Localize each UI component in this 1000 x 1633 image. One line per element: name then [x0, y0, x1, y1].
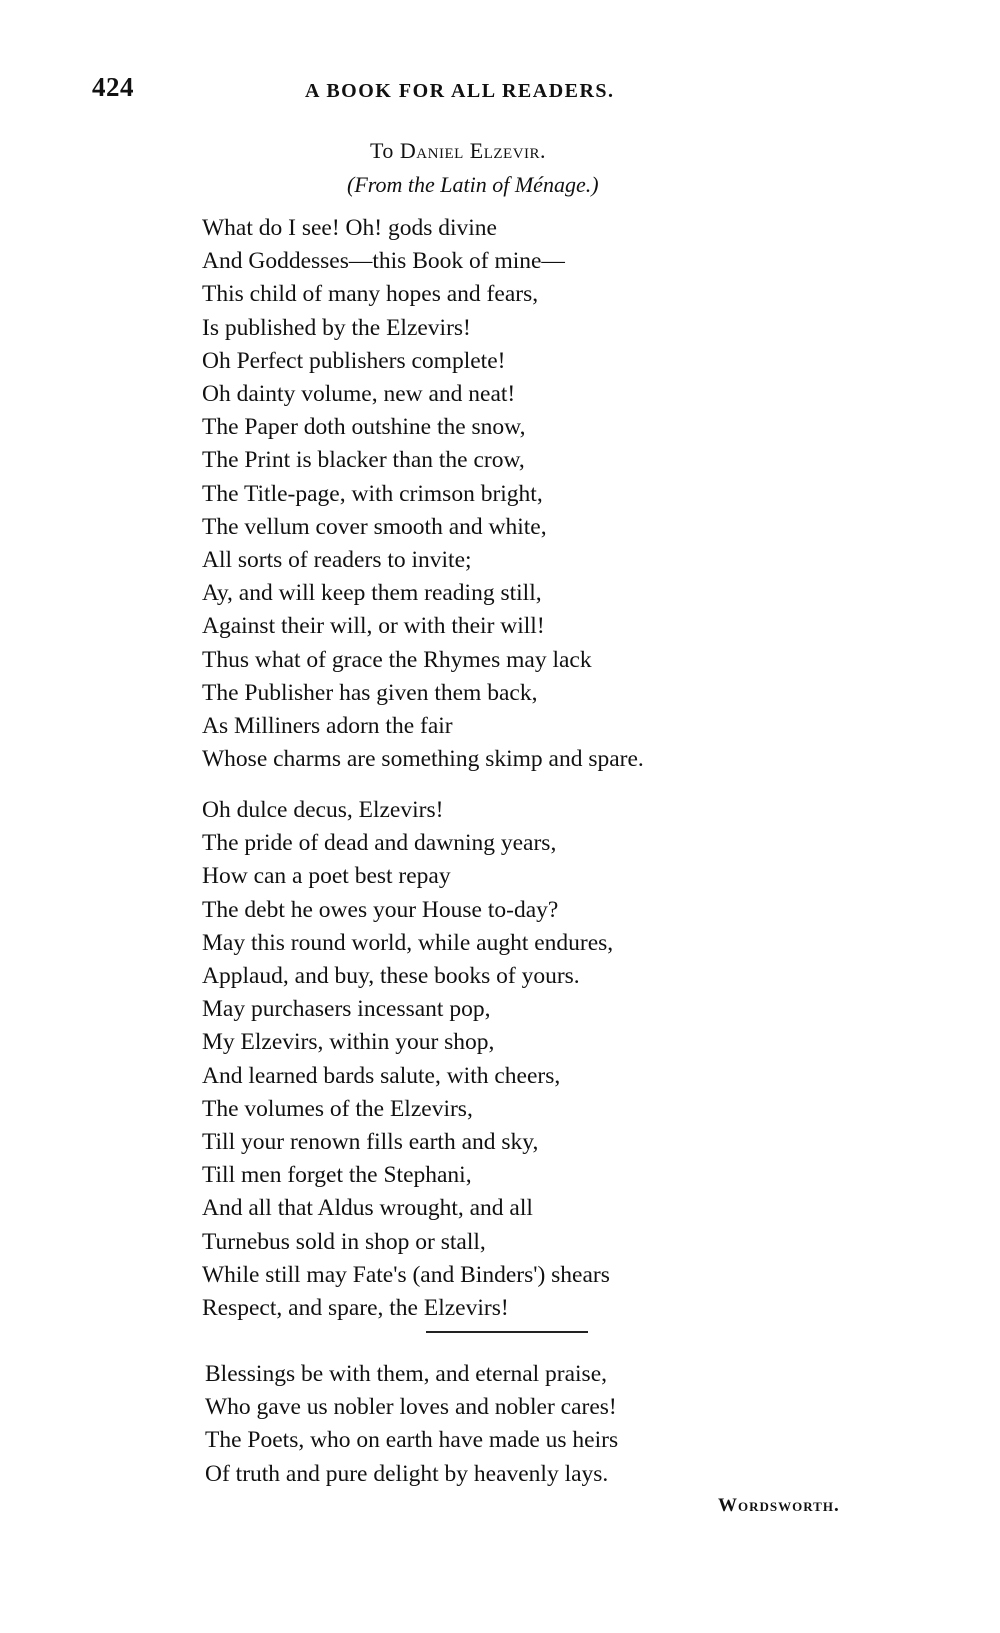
poem-line: Till your renown fills earth and sky, [202, 1129, 539, 1156]
epigraph-line: Blessings be with them, and eternal praise, [205, 1361, 608, 1387]
poem-line: The Publisher has given them back, [202, 679, 538, 706]
poem-line: Oh dulce decus, Elzevirs! [202, 797, 444, 823]
poem-line: While still may Fate's (and Binders') shears [202, 1261, 610, 1288]
poem-line: And learned bards salute, with cheers, [202, 1062, 561, 1089]
poem-line: And all that Aldus wrought, and all [202, 1195, 533, 1222]
poem-line: Oh Perfect publishers complete! [202, 347, 506, 374]
poem-line: The pride of dead and dawning years, [202, 830, 557, 857]
poem-line: The volumes of the Elzevirs, [202, 1095, 473, 1122]
attribution: Wordsworth. [718, 1495, 840, 1516]
poem-line: My Elzevirs, within your shop, [202, 1029, 495, 1056]
poem-subtitle: (From the Latin of Ménage.) [347, 172, 599, 197]
poem-line: The Print is blacker than the crow, [202, 447, 525, 474]
poem-line: What do I see! Oh! gods divine [202, 215, 497, 241]
poem-line: The Paper doth outshine the snow, [202, 414, 526, 441]
poem-line: The vellum cover smooth and white, [202, 513, 547, 540]
epigraph [205, 1358, 618, 1491]
epigraph-line: The Poets, who on earth have made us heirs [205, 1427, 619, 1454]
poem-line: Turnebus sold in shop or stall, [202, 1228, 486, 1255]
poem-line: May purchasers incessant pop, [202, 996, 491, 1023]
poem-line: Against their will, or with their will! [202, 613, 545, 640]
poem-line: How can a poet best repay [202, 863, 451, 890]
poem-line: The debt he owes your House to-day? [202, 896, 559, 923]
poem-line: Applaud, and buy, these books of yours. [202, 963, 580, 990]
poem-line: Till men forget the Stephani, [202, 1162, 472, 1189]
poem-line: As Milliners adorn the fair [202, 713, 453, 740]
poem-line: Thus what of grace the Rhymes may lack [202, 646, 592, 673]
stanza-1 [202, 212, 644, 776]
poem-line: Is published by the Elzevirs! [202, 314, 471, 341]
poem-line: Respect, and spare, the Elzevirs! [202, 1295, 509, 1322]
poem-title-name: Daniel Elzevir. [399, 138, 547, 163]
page-number: 424 [92, 72, 134, 102]
poem-line: May this round world, while aught endures, [202, 929, 614, 956]
poem-title-prefix: To [370, 138, 394, 163]
poem-line: All sorts of readers to invite; [202, 547, 472, 574]
epigraph-line: Who gave us nobler loves and nobler cares! [205, 1394, 617, 1421]
running-title: A BOOK FOR ALL READERS. [305, 80, 615, 102]
poem-line: The Title-page, with crimson bright, [202, 480, 543, 507]
epigraph-line: Of truth and pure delight by heavenly lays. [205, 1460, 609, 1487]
poem-line: Oh dainty volume, new and neat! [202, 381, 516, 408]
poem-line: Whose charms are something skimp and spare. [202, 746, 644, 773]
poem-line: Ay, and will keep them reading still, [202, 580, 542, 607]
poem-line: This child of many hopes and fears, [202, 281, 539, 308]
stanza-2 [202, 794, 613, 1325]
section-divider [426, 1331, 588, 1333]
poem-title [370, 138, 546, 164]
poem-line: And Goddesses—this Book of mine— [202, 248, 565, 275]
